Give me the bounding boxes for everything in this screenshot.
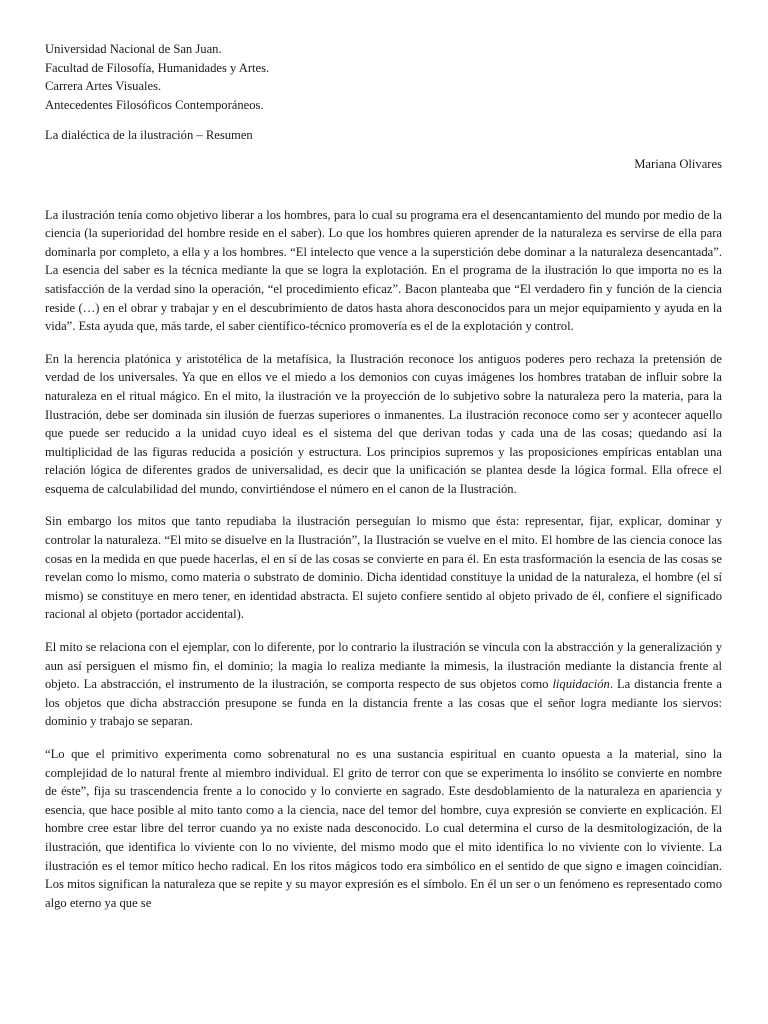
author-name: Mariana Olivares [634, 156, 722, 171]
paragraph [45, 638, 722, 731]
document-body [45, 206, 722, 913]
document-header [45, 40, 722, 174]
course-line: Antecedentes Filosóficos Contemporáneos. [45, 97, 264, 112]
paragraph-text: . La distancia frente a los objetos que dicha abstracción presupone se funda en la distancia frente a las cosas que el señor logra mediante los siervos: dominio y trabajo se separan. [45, 677, 722, 729]
paragraph: “Lo que el primitivo experimenta como sobrenatural no es una sustancia espiritual en cuanto opuesta a la material, sino la complejidad de lo natural frente al miembro individual. El grito de terror con que se experimenta lo insólito se convierte en nombre de éste”, fija su trascendencia frente a lo conocido y lo convierte en sagrado. Este desdoblamiento de la naturaleza en apariencia y esencia, que hace posible al mito tanto como a la ciencia, nace del temor del hombre, cuya expresión se convierte en explicación. El hombre cree estar libre del terror cuando ya no existe nada desconocido. Lo cual determina el curso de la desmitologización, de la ilustración, que identifica lo viviente con lo no viviente, del mismo modo que el mito identifica lo no viviente con lo viviente. La ilustración es el temor mítico hecho radical. En los ritos mágicos todo era simbólico en el sentido de que signo e imagen coincidían. Los mitos significan la naturaleza que se repite y su mayor expresión es el símbolo. En él un ser o un fenómeno es representado como algo eterno ya que se [45, 747, 722, 910]
emphasized-term: liquidación [552, 677, 610, 692]
paragraph: En la herencia platónica y aristotélica de la metafísica, la Ilustración reconoce los antiguos poderes pero rechaza la pretensión de verdad de los universales. Ya que en ellos ve el miedo a los demonios con cuyas imágenes los hombres trataban de influir sobre la naturaleza en el ritual mágico. En el mito, la ilustración ve la proyección de lo subjetivo sobre la naturaleza pero la materia, para la Ilustración, debe ser dominada sin ilusión de fuerzas superiores o inmanentes. La ilustración reconoce como ser y acontecer aquello que puede ser reducido a la unidad cuyo ideal es el sistema del que derivan todas y cada una de las cosas; quedando así la multiplicidad de las figuras reducida a posición y estructura. Los principios supremos y las proposiciones empíricas entablan una relación lógica de diferentes grados de universalidad, es decir que la unificación se plantea desde la lógica formal. Ella ofrece el esquema de calculabilidad del mundo, convirtiéndose el número en el canon de la Ilustración. [45, 351, 722, 496]
faculty-line: Facultad de Filosofía, Humanidades y Artes. [45, 60, 270, 75]
paragraph-text: El mito se relaciona con el ejemplar, con lo diferente, por lo contrario la ilustración se vincula con la abstracción y la generalización y aun así persiguen el mismo fin, el dominio; la magia lo realiza mediante la mimesis, la ilustración mediante la distancia frente al objeto. La abstracción, el instrumento de la ilustración, se comporta respecto de sus objetos como [45, 640, 722, 692]
career-line: Carrera Artes Visuales. [45, 79, 162, 94]
paragraph: Sin embargo los mitos que tanto repudiaba la ilustración perseguían lo mismo que ésta: representar, fijar, explicar, dominar y controlar la naturaleza. “El mito se disuelve en la Ilustración”, la Ilustración se vuelve en el mito. El hombre de las ciencia conoce las cosas en la medida en que puede hacerlas, el en sí de las cosas se convierte en para él. En esta trasformación la esencia de las cosas se revelan como lo mismo, como materia o substrato de dominio. Dicha identidad constituye la unidad de la naturaleza, el hombre (el sí mismo) se constituye en mero tener, en identidad abstracta. El sujeto confiere sentido al objeto privado de él, confiere el significado racional al objeto (portador accidental). [45, 514, 722, 622]
university-line: Universidad Nacional de San Juan. [45, 42, 222, 56]
document-title: La dialéctica de la ilustración – Resumen [45, 128, 253, 143]
paragraph: La ilustración tenía como objetivo liberar a los hombres, para lo cual su programa era el desencantamiento del mundo por medio de la ciencia (la superioridad del hombre reside en el saber). Lo que los hombres quieren aprender de la naturaleza es servirse de ella para dominarla por completo, a ella y a los hombres. “El intelecto que vence a la superstición debe dominar a la naturaleza desencantada”. La esencia del saber es la técnica mediante la que se logra la explotación. En el programa de la ilustración lo que importa no es la satisfacción de la verdad sino la operación, “el procedimiento eficaz”. Bacon planteaba que “El verdadero fin y función de la ciencia reside (…) en el obrar y trabajar y en el descubrimiento de datos hasta ahora desconocidos para un mejor equipamiento y ayuda en la vida”. Esta ayuda que, más tarde, el saber científico-técnico promovería es el de la explotación y control. [45, 207, 722, 334]
